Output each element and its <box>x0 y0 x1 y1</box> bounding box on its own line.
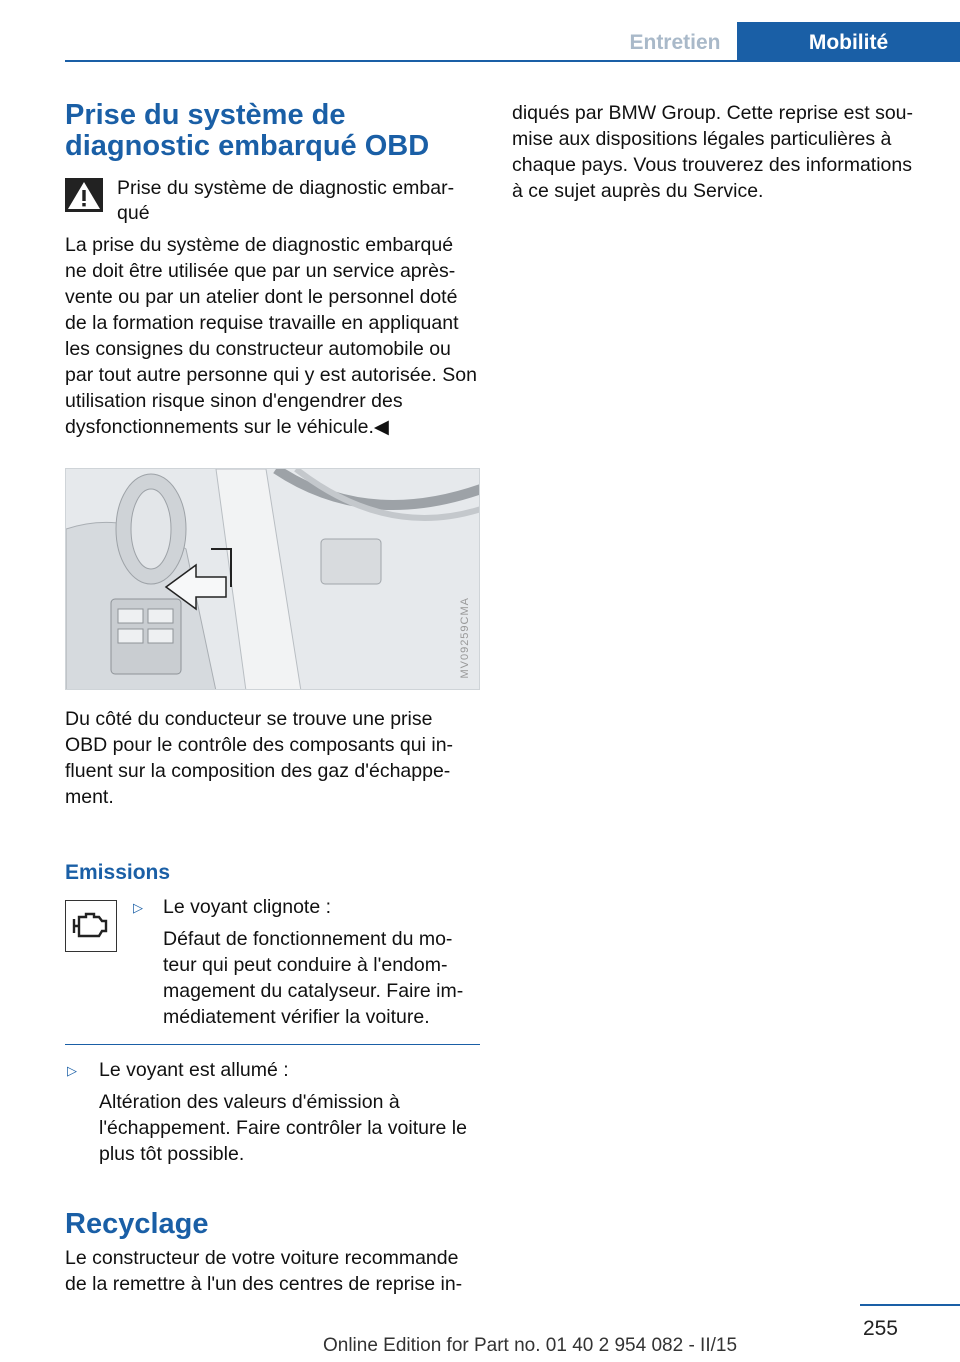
list-item <box>65 894 480 1045</box>
warning-text: La prise du système de diagnostic embarqué ne doit être utilisée que par un service après-vente ou par un atelier dont le personnel doté de la formation requise travaille en appliquant les consignes du constructeur automobile ou par tout autre personne qui y est autorisée. Son utilisation risque sinon d'engendrer des dysfonctionnements sur le véhicule.◀ <box>65 234 477 438</box>
obd-description: Du côté du conducteur se trouve une prise OBD pour le contrôle des composants qui in-fluent sur la composition des gaz d'échappe-ment. <box>65 708 454 808</box>
warning-title: Prise du système de diagnostic embar-qué <box>117 177 455 224</box>
page-number: 255 <box>862 1317 898 1340</box>
obd-illustration <box>66 469 480 690</box>
tab-mobilite[interactable]: Mobilité <box>737 22 960 60</box>
warning-triangle-icon <box>65 178 103 212</box>
emissions-list <box>65 894 480 1167</box>
item-heading: Le voyant clignote : <box>163 896 332 918</box>
obd-figure <box>65 468 480 690</box>
list-item <box>65 1057 480 1167</box>
item-text: Altération des valeurs d'émission à l'échappement. Faire contrôler la voiture le plus tôt possible. <box>99 1091 467 1165</box>
warning-block <box>65 176 480 226</box>
list-triangle-icon: ▷ <box>67 1063 77 1078</box>
footer-rule <box>860 1304 960 1306</box>
list-triangle-icon: ▷ <box>133 900 143 915</box>
item-heading: Le voyant est allumé : <box>99 1059 289 1081</box>
item-text: Défaut de fonctionnement du mo-teur qui peut conduire à l'endom-magement du catalyseur. Faire im-médiatement vérifier la voiture. <box>163 928 464 1028</box>
recyclage-text-left: Le constructeur de votre voiture recommande de la remettre à l'un des centres de reprise in- <box>65 1247 463 1295</box>
figure-code: MV09259CMA <box>459 597 471 679</box>
right-column <box>512 100 927 204</box>
recyclage-text-right: diqués par BMW Group. Cette reprise est sou-mise aux dispositions légales particulières à chaque pays. Vous trouverez des informations à ce sujet auprès du Service. <box>512 102 913 202</box>
tab-entretien[interactable]: Entretien <box>615 22 735 60</box>
left-column <box>65 100 480 1297</box>
recyclage-title: Recyclage <box>65 1208 209 1240</box>
obd-title: Prise du système de diagnostic embarqué OBD <box>65 99 430 162</box>
header-rule <box>65 60 960 62</box>
footer-edition: Online Edition for Part no. 01 40 2 954 082 - II/15 <box>322 1335 738 1356</box>
emissions-title: Emissions <box>65 861 171 884</box>
